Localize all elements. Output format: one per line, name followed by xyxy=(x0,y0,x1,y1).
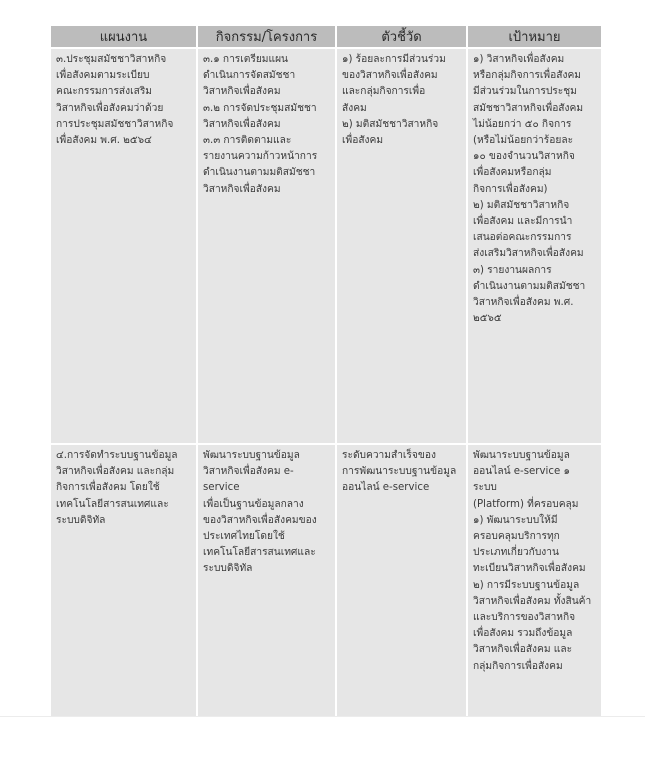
cell-target xyxy=(467,444,601,716)
cell-text-line: (Platform) ที่ครอบคลุม xyxy=(473,498,579,510)
cell-text-line: ระบบดิจิทัล xyxy=(203,563,253,575)
cell-text-line: เพื่อสังคม และมีการนำ xyxy=(473,216,573,228)
cell-text-line: ๓.๓ การติดตามและ xyxy=(203,135,292,147)
cell-text-line: วิสาหกิจเพื่อสังคม xyxy=(203,118,281,130)
plan-table xyxy=(51,26,601,716)
cell-text-line: ๒๕๖๕ xyxy=(473,313,502,325)
cell-text-line: ๒) มติสมัชชาวิสาหกิจ xyxy=(342,118,439,130)
cell-text-line: ระดับความสำเร็จของ xyxy=(342,450,436,461)
table-row xyxy=(51,444,601,716)
cell-text-line: ๔.การจัดทำระบบฐานข้อมูล xyxy=(56,450,178,461)
cell-text-line: เพื่อสังคม รวมถึงข้อมูล xyxy=(473,628,573,640)
header-target: เป้าหมาย xyxy=(467,26,601,48)
cell-text-line: ๓) รายงานผลการ xyxy=(473,264,552,276)
cell-activity xyxy=(197,48,336,444)
cell-text-line: วิสาหกิจเพื่อสังคมว่าด้วย xyxy=(56,102,164,114)
cell-text-line: หรือกลุ่มกิจการเพื่อสังคม xyxy=(473,70,581,82)
cell-text-line: ๓.ประชุมสมัชชาวิสาหกิจ xyxy=(56,54,167,65)
cell-indicator xyxy=(336,444,467,716)
cell-text-line: ๑) พัฒนาระบบให้มี xyxy=(473,514,558,526)
header-plan: แผนงาน xyxy=(51,26,197,48)
page-divider xyxy=(0,716,645,717)
cell-text-line: (หรือไม่น้อยกว่าร้อยละ xyxy=(473,135,574,147)
cell-text-line: และกลุ่มกิจการเพื่อ xyxy=(342,86,426,98)
cell-text-line: วิสาหกิจเพื่อสังคม xyxy=(203,86,281,98)
cell-text-line: ๑๐ ของจำนวนวิสาหกิจ xyxy=(473,151,575,163)
cell-target xyxy=(467,48,601,444)
cell-text-line: เพื่อเป็นฐานข้อมูลกลาง xyxy=(203,498,304,510)
cell-text-line: มีส่วนร่วมในการประชุม xyxy=(473,86,577,98)
cell-text-line: เพื่อสังคมหรือกลุ่ม xyxy=(473,167,552,179)
cell-text-line: วิสาหกิจเพื่อสังคม e-service xyxy=(203,466,294,494)
cell-text-line: สังคม xyxy=(342,102,367,114)
cell-text-line: พัฒนาระบบฐานข้อมูล xyxy=(203,450,300,461)
cell-text-line: การประชุมสมัชชาวิสาหกิจ xyxy=(56,118,174,130)
cell-text-line: ประเทศไทยโดยใช้ xyxy=(203,531,285,543)
cell-text-line: เทคโนโลยีสารสนเทศและ xyxy=(56,498,169,510)
cell-text-line: ดำเนินงานตามมติสมัชชา xyxy=(203,167,316,179)
cell-text-line: เสนอต่อคณะกรรมการ xyxy=(473,232,572,244)
cell-text-line: ทะเบียนวิสาหกิจเพื่อสังคม xyxy=(473,563,586,575)
cell-text-line: ของวิสาหกิจเพื่อสังคมของ xyxy=(203,514,317,526)
cell-text-line: และบริการของวิสาหกิจ xyxy=(473,612,576,624)
cell-text-line: คณะกรรมการส่งเสริม xyxy=(56,86,153,98)
cell-text-line: ๑) วิสาหกิจเพื่อสังคม xyxy=(473,54,565,65)
cell-text-line: วิสาหกิจเพื่อสังคม xyxy=(203,183,281,195)
cell-text-line: ไม่น้อยกว่า ๕๐ กิจการ xyxy=(473,118,572,130)
cell-text-line: ๒) การมีระบบฐานข้อมูล xyxy=(473,579,580,591)
cell-text-line: กิจการเพื่อสังคม โดยใช้ xyxy=(56,482,160,494)
cell-indicator xyxy=(336,48,467,444)
cell-plan xyxy=(51,48,197,444)
cell-text-line: ๒) มติสมัชชาวิสาหกิจ xyxy=(473,199,570,211)
table-row xyxy=(51,48,601,444)
cell-text-line: ดำเนินการจัดสมัชชา xyxy=(203,70,296,82)
cell-text-line: เทคโนโลยีสารสนเทศและ xyxy=(203,547,316,559)
cell-text-line: กลุ่มกิจการเพื่อสังคม xyxy=(473,660,563,672)
cell-text-line: ออนไลน์ e-service xyxy=(342,482,430,494)
cell-text-line: รายงานความก้าวหน้าการ xyxy=(203,151,318,163)
cell-text-line: พัฒนาระบบฐานข้อมูล xyxy=(473,450,570,461)
cell-text-line: วิสาหกิจเพื่อสังคม พ.ศ. xyxy=(473,297,574,309)
cell-text-line: ๑) ร้อยละการมีส่วนร่วม xyxy=(342,54,446,65)
cell-text-line: กิจการเพื่อสังคม) xyxy=(473,183,548,195)
header-activity: กิจกรรม/โครงการ xyxy=(197,26,336,48)
cell-text-line: ระบบดิจิทัล xyxy=(56,514,106,526)
cell-text-line: ดำเนินงานตามมติสมัชชา xyxy=(473,280,586,292)
cell-text-line: การพัฒนาระบบฐานข้อมูล xyxy=(342,466,457,478)
cell-text-line: ส่งเสริมวิสาหกิจเพื่อสังคม xyxy=(473,248,584,260)
cell-text-line: สมัชชาวิสาหกิจเพื่อสังคม xyxy=(473,102,584,114)
cell-text-line: วิสาหกิจเพื่อสังคม และกลุ่ม xyxy=(56,466,175,478)
header-indicator: ตัวชี้วัด xyxy=(336,26,467,48)
cell-text-line: วิสาหกิจเพื่อสังคม ทั้งสินค้า xyxy=(473,595,592,607)
cell-plan xyxy=(51,444,197,716)
cell-text-line: วิสาหกิจเพื่อสังคม และ xyxy=(473,644,573,656)
cell-text-line: ครอบคลุมบริการทุก xyxy=(473,531,560,543)
cell-text-line: ๓.๒ การจัดประชุมสมัชชา xyxy=(203,102,317,114)
cell-text-line: ๓.๑ การเตรียมแผน xyxy=(203,54,289,65)
header-row xyxy=(51,26,601,48)
cell-text-line: เพื่อสังคม พ.ศ. ๒๕๖๔ xyxy=(56,135,152,147)
cell-activity xyxy=(197,444,336,716)
cell-text-line: ประเภทเกี่ยวกับงาน xyxy=(473,547,559,559)
cell-text-line: ของวิสาหกิจเพื่อสังคม xyxy=(342,70,438,82)
cell-text-line: ออนไลน์ e-service ๑ ระบบ xyxy=(473,466,570,494)
cell-text-line: เพื่อสังคม xyxy=(342,135,384,147)
cell-text-line: เพื่อสังคมตามระเบียบ xyxy=(56,70,150,82)
